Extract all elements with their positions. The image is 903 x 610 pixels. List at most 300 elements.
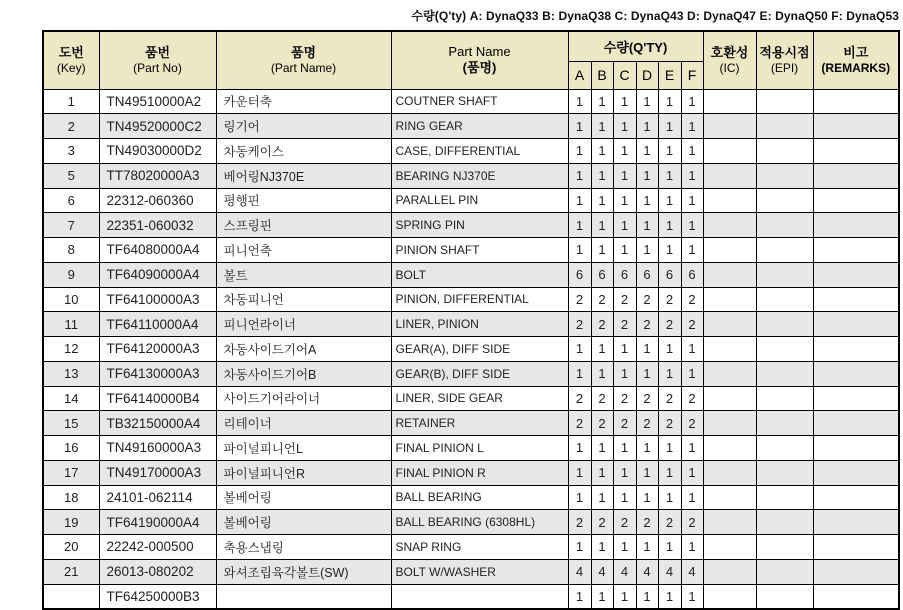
qty-b-cell: 1 (591, 337, 613, 362)
part-no-cell: TN49510000A2 (99, 89, 216, 114)
epi-cell (756, 559, 813, 584)
qty-a-cell: 1 (568, 238, 591, 263)
key-cell: 10 (43, 287, 99, 312)
qty-b-cell: 2 (591, 312, 613, 337)
table-row (43, 460, 899, 485)
qty-b-cell: 1 (591, 535, 613, 560)
ic-cell (703, 411, 756, 436)
qty-f-cell: 1 (681, 213, 703, 238)
qty-b-cell: 1 (591, 361, 613, 386)
qty-f-cell: 1 (681, 361, 703, 386)
col-header-remarks: 비고 (REMARKS) (813, 31, 899, 89)
table-row (43, 510, 899, 535)
remarks-cell (813, 485, 899, 510)
qty-d-cell: 6 (636, 262, 658, 287)
part-name-kr-cell: 스프링핀 (216, 213, 391, 238)
qty-e-cell: 1 (658, 436, 681, 461)
epi-cell (756, 460, 813, 485)
part-name-kr-cell: 링기어 (216, 114, 391, 139)
part-name-en-cell: CASE, DIFFERENTIAL (391, 139, 568, 164)
qty-f-cell: 1 (681, 535, 703, 560)
key-cell: 7 (43, 213, 99, 238)
qty-f-cell: 2 (681, 411, 703, 436)
qty-f-cell: 1 (681, 584, 703, 609)
remarks-cell (813, 89, 899, 114)
qty-a-cell: 1 (568, 436, 591, 461)
qty-b-cell: 1 (591, 114, 613, 139)
epi-cell (756, 238, 813, 263)
ic-cell (703, 139, 756, 164)
parts-table (42, 30, 900, 610)
qty-d-cell: 1 (636, 238, 658, 263)
part-no-cell: TF64190000A4 (99, 510, 216, 535)
part-no-cell: TF64120000A3 (99, 337, 216, 362)
qty-e-cell: 1 (658, 213, 681, 238)
col-header-epi: 적용시점 (EPI) (756, 31, 813, 89)
table-row (43, 114, 899, 139)
remarks-cell (813, 535, 899, 560)
key-cell: 16 (43, 436, 99, 461)
key-cell: 17 (43, 460, 99, 485)
part-name-en-cell (391, 584, 568, 609)
col-header-key: 도번 (Key) (43, 31, 99, 89)
part-name-kr-cell: 볼베어링 (216, 485, 391, 510)
qty-d-cell: 2 (636, 386, 658, 411)
key-cell: 13 (43, 361, 99, 386)
col-header-qty-f: F (681, 61, 703, 89)
part-no-cell: TN49030000D2 (99, 139, 216, 164)
qty-a-cell: 1 (568, 139, 591, 164)
qty-c-cell: 1 (613, 238, 636, 263)
part-no-cell: TN49160000A3 (99, 436, 216, 461)
table-row (43, 584, 899, 609)
ic-cell (703, 436, 756, 461)
qty-a-cell: 1 (568, 460, 591, 485)
qty-d-cell: 1 (636, 337, 658, 362)
part-name-en-cell: BEARING NJ370E (391, 163, 568, 188)
part-name-kr-cell: 파이널피니언L (216, 436, 391, 461)
ic-cell (703, 238, 756, 263)
qty-b-cell: 1 (591, 89, 613, 114)
epi-cell (756, 535, 813, 560)
qty-b-cell: 2 (591, 510, 613, 535)
qty-b-cell: 1 (591, 213, 613, 238)
part-name-en-cell: RETAINER (391, 411, 568, 436)
qty-d-cell: 1 (636, 213, 658, 238)
epi-cell (756, 411, 813, 436)
qty-b-cell: 1 (591, 238, 613, 263)
qty-e-cell: 1 (658, 163, 681, 188)
ic-cell (703, 213, 756, 238)
ic-cell (703, 361, 756, 386)
ic-cell (703, 535, 756, 560)
qty-f-cell: 1 (681, 337, 703, 362)
table-row (43, 361, 899, 386)
part-no-cell: 22351-060032 (99, 213, 216, 238)
qty-d-cell: 2 (636, 312, 658, 337)
qty-f-cell: 1 (681, 238, 703, 263)
ic-cell (703, 510, 756, 535)
part-no-cell: 22312-060360 (99, 188, 216, 213)
table-row (43, 337, 899, 362)
qty-f-cell: 4 (681, 559, 703, 584)
qty-e-cell: 1 (658, 535, 681, 560)
qty-e-cell: 1 (658, 337, 681, 362)
ic-cell (703, 89, 756, 114)
qty-a-cell: 1 (568, 337, 591, 362)
qty-a-cell: 1 (568, 361, 591, 386)
table-row (43, 163, 899, 188)
remarks-cell (813, 361, 899, 386)
epi-cell (756, 139, 813, 164)
key-cell: 6 (43, 188, 99, 213)
qty-a-cell: 1 (568, 213, 591, 238)
col-header-qty-e: E (658, 61, 681, 89)
epi-cell (756, 485, 813, 510)
remarks-cell (813, 436, 899, 461)
qty-c-cell: 1 (613, 114, 636, 139)
ic-cell (703, 312, 756, 337)
qty-d-cell: 1 (636, 361, 658, 386)
key-cell: 9 (43, 262, 99, 287)
key-cell: 15 (43, 411, 99, 436)
qty-c-cell: 1 (613, 337, 636, 362)
qty-d-cell: 1 (636, 188, 658, 213)
ic-cell (703, 559, 756, 584)
key-cell: 12 (43, 337, 99, 362)
part-name-kr-cell: 볼베어링 (216, 510, 391, 535)
qty-d-cell: 2 (636, 411, 658, 436)
qty-c-cell: 6 (613, 262, 636, 287)
part-name-kr-cell: 베어링NJ370E (216, 163, 391, 188)
key-cell: 21 (43, 559, 99, 584)
key-cell (43, 584, 99, 609)
remarks-cell (813, 114, 899, 139)
epi-cell (756, 361, 813, 386)
table-row (43, 386, 899, 411)
qty-b-cell: 1 (591, 460, 613, 485)
ic-cell (703, 114, 756, 139)
qty-a-cell: 1 (568, 114, 591, 139)
qty-c-cell: 1 (613, 535, 636, 560)
epi-cell (756, 584, 813, 609)
epi-cell (756, 337, 813, 362)
epi-cell (756, 262, 813, 287)
part-name-kr-cell: 평행핀 (216, 188, 391, 213)
qty-c-cell: 1 (613, 213, 636, 238)
qty-c-cell: 1 (613, 89, 636, 114)
part-name-en-cell: BALL BEARING (6308HL) (391, 510, 568, 535)
part-name-kr-cell: 볼트 (216, 262, 391, 287)
remarks-cell (813, 584, 899, 609)
qty-c-cell: 4 (613, 559, 636, 584)
ic-cell (703, 460, 756, 485)
key-cell: 2 (43, 114, 99, 139)
ic-cell (703, 262, 756, 287)
qty-f-cell: 1 (681, 89, 703, 114)
part-name-en-cell: PARALLEL PIN (391, 188, 568, 213)
epi-cell (756, 510, 813, 535)
qty-f-cell: 1 (681, 436, 703, 461)
qty-b-cell: 4 (591, 559, 613, 584)
qty-b-cell: 1 (591, 139, 613, 164)
part-name-kr-cell (216, 584, 391, 609)
part-name-kr-cell: 카운터축 (216, 89, 391, 114)
qty-c-cell: 1 (613, 139, 636, 164)
qty-a-cell: 1 (568, 89, 591, 114)
qty-c-cell: 2 (613, 287, 636, 312)
remarks-cell (813, 262, 899, 287)
part-name-en-cell: PINION, DIFFERENTIAL (391, 287, 568, 312)
qty-b-cell: 1 (591, 188, 613, 213)
part-no-cell: 24101-062114 (99, 485, 216, 510)
part-no-cell: TN49520000C2 (99, 114, 216, 139)
qty-e-cell: 2 (658, 287, 681, 312)
ic-cell (703, 485, 756, 510)
epi-cell (756, 89, 813, 114)
epi-cell (756, 188, 813, 213)
qty-d-cell: 2 (636, 510, 658, 535)
qty-e-cell: 1 (658, 485, 681, 510)
ic-cell (703, 188, 756, 213)
part-no-cell: TB32150000A4 (99, 411, 216, 436)
qty-a-cell: 1 (568, 188, 591, 213)
part-name-kr-cell: 리테이너 (216, 411, 391, 436)
qty-c-cell: 1 (613, 485, 636, 510)
table-row (43, 139, 899, 164)
part-name-kr-cell: 피니언라이너 (216, 312, 391, 337)
qty-e-cell: 2 (658, 510, 681, 535)
qty-a-cell: 2 (568, 411, 591, 436)
remarks-cell (813, 238, 899, 263)
table-row (43, 559, 899, 584)
part-name-en-cell: LINER, SIDE GEAR (391, 386, 568, 411)
epi-cell (756, 287, 813, 312)
qty-a-cell: 2 (568, 510, 591, 535)
qty-c-cell: 2 (613, 510, 636, 535)
col-header-part-name-en: Part Name (품명) (391, 31, 568, 89)
qty-e-cell: 1 (658, 460, 681, 485)
part-no-cell: TF64140000B4 (99, 386, 216, 411)
key-cell: 1 (43, 89, 99, 114)
qty-b-cell: 2 (591, 386, 613, 411)
qty-c-cell: 2 (613, 386, 636, 411)
key-cell: 8 (43, 238, 99, 263)
table-row (43, 213, 899, 238)
epi-cell (756, 436, 813, 461)
part-name-kr-cell: 파이널피니언R (216, 460, 391, 485)
qty-e-cell: 1 (658, 114, 681, 139)
qty-f-cell: 2 (681, 287, 703, 312)
key-cell: 14 (43, 386, 99, 411)
part-no-cell: TN49170000A3 (99, 460, 216, 485)
qty-f-cell: 2 (681, 386, 703, 411)
qty-e-cell: 6 (658, 262, 681, 287)
remarks-cell (813, 411, 899, 436)
qty-f-cell: 1 (681, 188, 703, 213)
part-name-kr-cell: 차동사이드기어B (216, 361, 391, 386)
qty-e-cell: 1 (658, 361, 681, 386)
epi-cell (756, 213, 813, 238)
qty-a-cell: 4 (568, 559, 591, 584)
qty-d-cell: 1 (636, 535, 658, 560)
ic-cell (703, 337, 756, 362)
qty-legend-caption: 수량(Q'ty) A: DynaQ33 B: DynaQ38 C: DynaQ43 D: DynaQ47 E: DynaQ50 F: DynaQ53 (411, 9, 899, 23)
remarks-cell (813, 139, 899, 164)
qty-f-cell: 2 (681, 312, 703, 337)
part-name-en-cell: GEAR(B), DIFF SIDE (391, 361, 568, 386)
remarks-cell (813, 312, 899, 337)
table-row (43, 262, 899, 287)
qty-d-cell: 1 (636, 163, 658, 188)
col-header-part-name-kr: 품명 (Part Name) (216, 31, 391, 89)
key-cell: 20 (43, 535, 99, 560)
part-name-en-cell: BOLT W/WASHER (391, 559, 568, 584)
part-name-en-cell: RING GEAR (391, 114, 568, 139)
qty-e-cell: 1 (658, 584, 681, 609)
qty-d-cell: 1 (636, 114, 658, 139)
part-name-kr-cell: 차동사이드기어A (216, 337, 391, 362)
ic-cell (703, 584, 756, 609)
qty-d-cell: 1 (636, 436, 658, 461)
table-row (43, 411, 899, 436)
part-name-kr-cell: 차동케이스 (216, 139, 391, 164)
part-name-kr-cell: 와셔조립육각볼트(SW) (216, 559, 391, 584)
table-row (43, 436, 899, 461)
part-no-cell: TF64100000A3 (99, 287, 216, 312)
qty-f-cell: 1 (681, 485, 703, 510)
table-row (43, 188, 899, 213)
part-name-kr-cell: 사이드기어라이너 (216, 386, 391, 411)
qty-a-cell: 2 (568, 386, 591, 411)
part-name-en-cell: BALL BEARING (391, 485, 568, 510)
qty-c-cell: 2 (613, 312, 636, 337)
part-name-en-cell: FINAL PINION L (391, 436, 568, 461)
table-row (43, 535, 899, 560)
key-cell: 19 (43, 510, 99, 535)
ic-cell (703, 287, 756, 312)
qty-d-cell: 1 (636, 139, 658, 164)
table-row (43, 312, 899, 337)
remarks-cell (813, 510, 899, 535)
part-name-en-cell: FINAL PINION R (391, 460, 568, 485)
qty-d-cell: 4 (636, 559, 658, 584)
key-cell: 18 (43, 485, 99, 510)
table-row (43, 238, 899, 263)
qty-a-cell: 1 (568, 485, 591, 510)
part-no-cell: TF64250000B3 (99, 584, 216, 609)
qty-e-cell: 1 (658, 139, 681, 164)
part-no-cell: 26013-080202 (99, 559, 216, 584)
qty-f-cell: 1 (681, 163, 703, 188)
qty-b-cell: 2 (591, 411, 613, 436)
qty-b-cell: 2 (591, 287, 613, 312)
remarks-cell (813, 287, 899, 312)
table-row (43, 485, 899, 510)
qty-e-cell: 1 (658, 89, 681, 114)
part-name-en-cell: BOLT (391, 262, 568, 287)
qty-a-cell: 1 (568, 584, 591, 609)
col-header-ic: 호환성 (IC) (703, 31, 756, 89)
qty-f-cell: 1 (681, 460, 703, 485)
qty-a-cell: 2 (568, 312, 591, 337)
key-cell: 11 (43, 312, 99, 337)
qty-f-cell: 1 (681, 139, 703, 164)
col-header-qty-d: D (636, 61, 658, 89)
qty-d-cell: 1 (636, 89, 658, 114)
col-header-qty-c: C (613, 61, 636, 89)
remarks-cell (813, 460, 899, 485)
qty-d-cell: 1 (636, 584, 658, 609)
col-header-part-no: 품번 (Part No) (99, 31, 216, 89)
key-cell: 3 (43, 139, 99, 164)
key-cell: 5 (43, 163, 99, 188)
remarks-cell (813, 386, 899, 411)
epi-cell (756, 312, 813, 337)
col-header-qty: 수량(Q'TY) (568, 31, 703, 61)
remarks-cell (813, 559, 899, 584)
qty-a-cell: 6 (568, 262, 591, 287)
qty-e-cell: 1 (658, 188, 681, 213)
col-header-qty-b: B (591, 61, 613, 89)
part-name-en-cell: LINER, PINION (391, 312, 568, 337)
part-no-cell: TT78020000A3 (99, 163, 216, 188)
qty-b-cell: 1 (591, 584, 613, 609)
qty-e-cell: 2 (658, 411, 681, 436)
part-name-kr-cell: 축용스냅링 (216, 535, 391, 560)
part-no-cell: TF64110000A4 (99, 312, 216, 337)
qty-c-cell: 2 (613, 411, 636, 436)
remarks-cell (813, 188, 899, 213)
part-no-cell: TF64130000A3 (99, 361, 216, 386)
part-no-cell: TF64090000A4 (99, 262, 216, 287)
qty-f-cell: 6 (681, 262, 703, 287)
qty-a-cell: 2 (568, 287, 591, 312)
remarks-cell (813, 163, 899, 188)
qty-e-cell: 2 (658, 386, 681, 411)
qty-d-cell: 2 (636, 287, 658, 312)
qty-c-cell: 1 (613, 188, 636, 213)
part-no-cell: 22242-000500 (99, 535, 216, 560)
epi-cell (756, 114, 813, 139)
remarks-cell (813, 213, 899, 238)
part-no-cell: TF64080000A4 (99, 238, 216, 263)
part-name-kr-cell: 피니언축 (216, 238, 391, 263)
qty-a-cell: 1 (568, 163, 591, 188)
part-name-kr-cell: 차동피니언 (216, 287, 391, 312)
ic-cell (703, 386, 756, 411)
qty-b-cell: 6 (591, 262, 613, 287)
qty-d-cell: 1 (636, 485, 658, 510)
qty-b-cell: 1 (591, 436, 613, 461)
part-name-en-cell: SPRING PIN (391, 213, 568, 238)
qty-d-cell: 1 (636, 460, 658, 485)
qty-e-cell: 1 (658, 238, 681, 263)
qty-b-cell: 1 (591, 485, 613, 510)
qty-e-cell: 4 (658, 559, 681, 584)
qty-e-cell: 2 (658, 312, 681, 337)
epi-cell (756, 386, 813, 411)
qty-c-cell: 1 (613, 584, 636, 609)
part-name-en-cell: SNAP RING (391, 535, 568, 560)
qty-f-cell: 1 (681, 114, 703, 139)
epi-cell (756, 163, 813, 188)
parts-table-body (43, 89, 899, 609)
qty-c-cell: 1 (613, 163, 636, 188)
qty-c-cell: 1 (613, 436, 636, 461)
qty-a-cell: 1 (568, 535, 591, 560)
parts-table-header (43, 31, 899, 89)
